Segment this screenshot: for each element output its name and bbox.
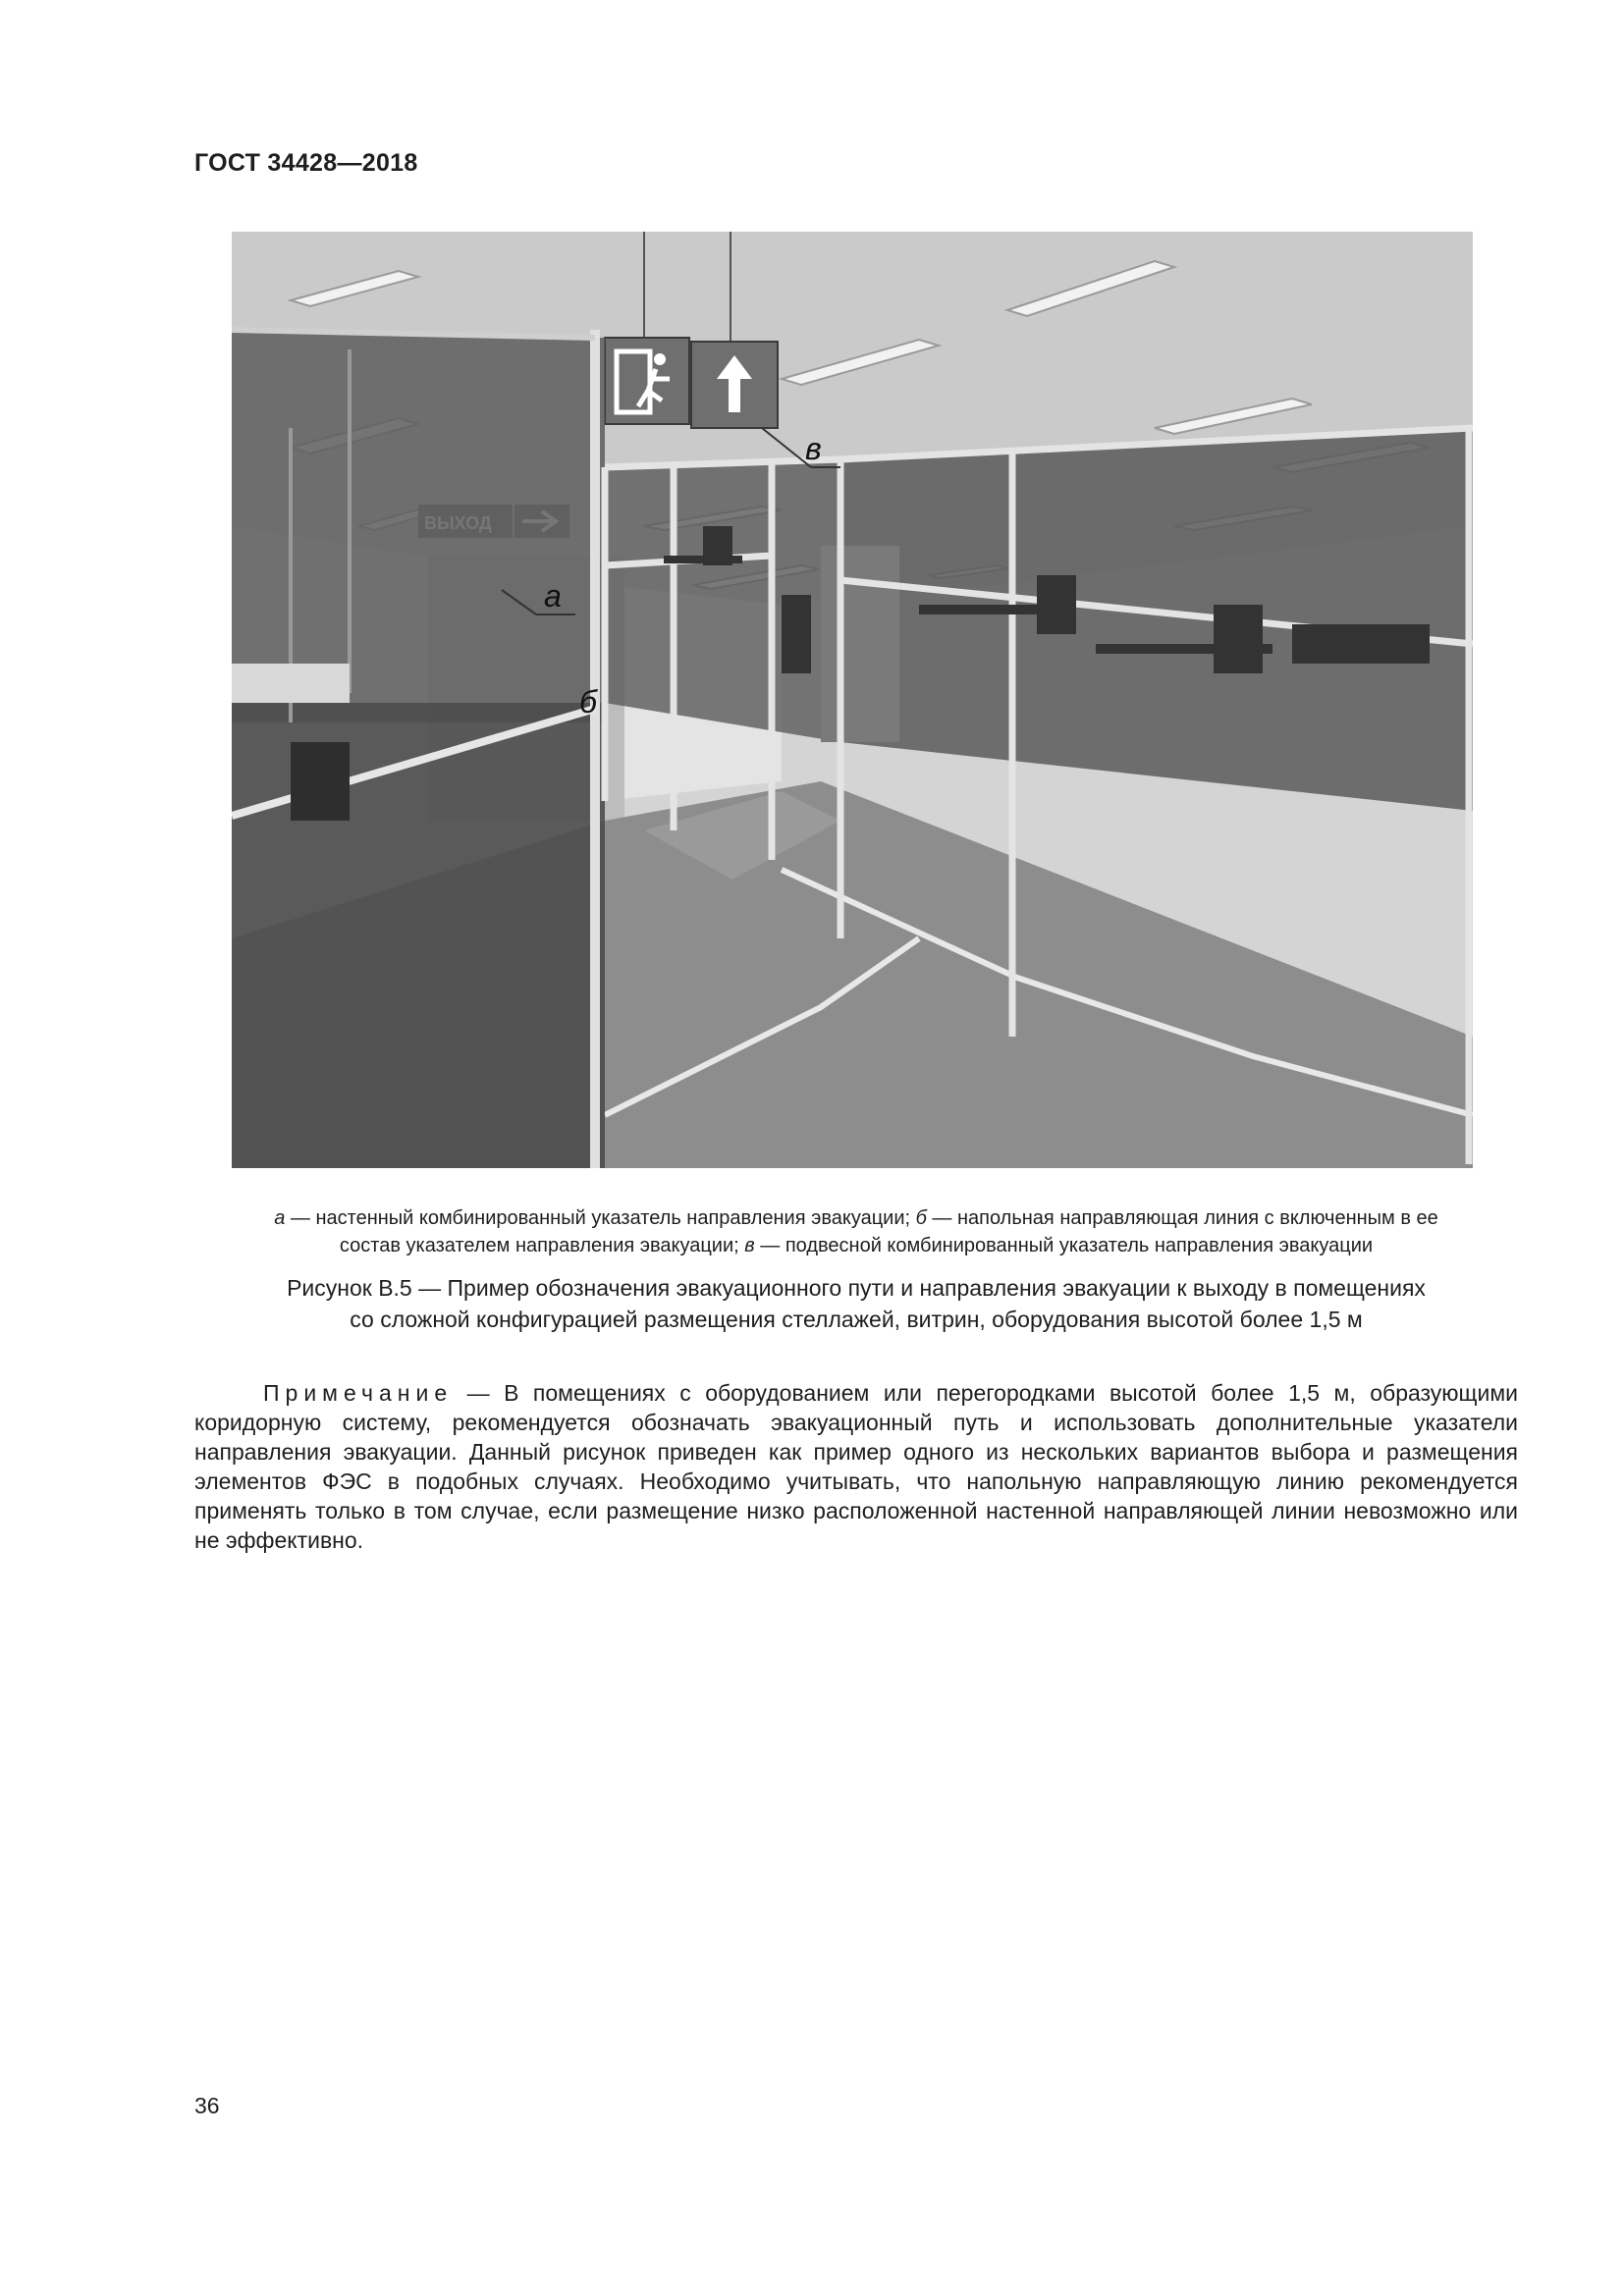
- note-text: — В помещениях с оборудованием или перегородками высотой более 1,5 м, образующими коридорную систему, рекомендуется обозначать эвакуационный путь и использовать дополнительные указатели направления эвакуации. Данный рисунок приведен как пример одного из нескольких вариантов выбора и размещения элементов ФЭС в подобных случаях. Необходимо учитывать, что напольную направляющую линию рекомендуется применять только в том случае, если размещение низко расположенной настенной направляющей линии невозможно или не эффективно.: [194, 1380, 1518, 1553]
- figure-illustration: [232, 232, 1473, 1168]
- office-evacuation-scene: [232, 232, 1473, 1168]
- figure-legend: [194, 1204, 1518, 1259]
- label-b: б: [579, 684, 597, 720]
- legend-text-v: — подвесной комбинированный указатель направления эвакуации: [754, 1235, 1374, 1256]
- label-v: в: [805, 431, 822, 466]
- label-a: а: [544, 578, 562, 614]
- note-label: Примечание: [263, 1380, 454, 1406]
- legend-text-b-2: состав указателем направления эвакуации;: [339, 1235, 745, 1256]
- caption-line-1: Рисунок В.5 — Пример обозначения эвакуационного пути и направления эвакуации к выходу в помещениях: [287, 1275, 1426, 1301]
- legend-text-b-1: — напольная направляющая линия с включенным в ее: [926, 1207, 1438, 1229]
- caption-line-2: со сложной конфигурацией размещения стеллажей, витрин, оборудования высотой более 1,5 м: [350, 1307, 1363, 1332]
- hanging-exit-sign: [605, 338, 778, 428]
- page-number: 36: [194, 2093, 220, 2118]
- note-paragraph: [194, 1378, 1518, 1555]
- legend-letter-b: б: [915, 1207, 927, 1229]
- legend-letter-v: в: [744, 1235, 755, 1256]
- document-header: ГОСТ 34428—2018: [194, 149, 418, 177]
- legend-text-a: — настенный комбинированный указатель направления эвакуации;: [285, 1207, 916, 1229]
- legend-letter-a: а: [274, 1207, 286, 1229]
- figure-caption: [194, 1272, 1518, 1335]
